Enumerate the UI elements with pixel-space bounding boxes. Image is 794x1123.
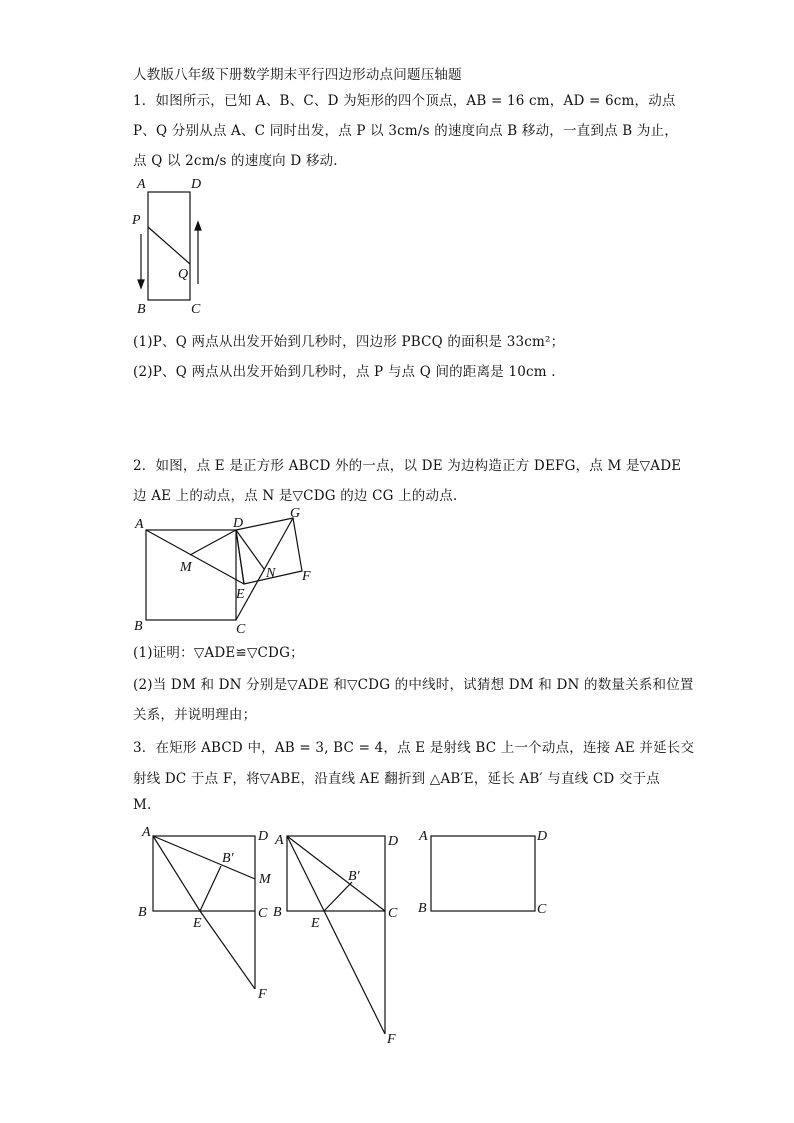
label-M: M <box>259 872 271 887</box>
label-D: D <box>537 829 548 844</box>
label-C: C <box>236 622 246 637</box>
segment-EBp <box>324 882 352 911</box>
label-B: B <box>137 302 146 317</box>
label-G: G <box>290 506 301 521</box>
segment-AF <box>287 836 385 1034</box>
label-E: E <box>236 587 245 602</box>
segment-DE <box>236 530 244 584</box>
figure-2-squares <box>130 504 330 637</box>
label-B: B <box>418 901 427 916</box>
problem1-question-1: (1)P、Q 两点从出发开始到几秒时，四边形 PBCQ 的面积是 33cm²； <box>133 334 565 350</box>
arrowhead-up <box>195 222 201 230</box>
label-C: C <box>388 906 398 921</box>
label-F: F <box>258 987 267 1002</box>
problem3-line-2: 射线 DC 于点 F，将▽ABE，沿直线 AE 翻折到 △AB′E，延长 AB′ 与直线 CD 交于点 <box>133 771 661 787</box>
rect-ABCD <box>153 836 255 911</box>
page-title: 人教版八年级下册数学期末平行四边形动点问题压轴题 <box>133 67 462 83</box>
label-D: D <box>258 829 269 844</box>
label-D: D <box>191 177 202 192</box>
label-D: D <box>388 834 399 849</box>
segment-AC <box>287 836 385 911</box>
label-C: C <box>258 906 268 921</box>
label-P: P <box>132 213 141 228</box>
label-C: C <box>191 302 201 317</box>
problem1-line-1: 1．如图所示，已知 A、B、C、D 为矩形的四个顶点，AB = 16 cm，AD = 6cm，动点 <box>133 93 676 109</box>
problem1-line-2: P、Q 分别从点 A、C 同时出发，点 P 以 3cm/s 的速度向点 B 移动，一直到点 B 为止， <box>133 123 678 139</box>
problem3-line-3: M. <box>133 797 152 813</box>
label-N: N <box>266 566 276 581</box>
problem2-line-2: 边 AE 上的动点，点 N 是▽CDG 的边 CG 上的动点. <box>133 488 458 504</box>
segment-EF <box>200 911 255 989</box>
problem2-question-1: (1)证明：▽ADE≌▽CDG； <box>133 645 304 661</box>
label-B: B <box>273 905 282 920</box>
figure-3a <box>138 824 278 1004</box>
label-E: E <box>193 916 202 931</box>
rect-ABCD <box>431 836 535 911</box>
square-ABCD <box>146 530 236 620</box>
problem2-line-1: 2．如图，点 E 是正方形 ABCD 外的一点，以 DE 为边构造正方 DEFG，点 M 是▽ADE <box>133 458 682 474</box>
label-A: A <box>142 825 151 840</box>
label-E: E <box>311 916 320 931</box>
problem1-line-3: 点 Q 以 2cm/s 的速度向 D 移动. <box>133 153 338 169</box>
label-Bprime: B′ <box>348 869 360 884</box>
label-A: A <box>137 177 146 192</box>
problem2-question-2-line-2: 关系，并说明理由； <box>133 707 257 723</box>
label-F: F <box>387 1032 396 1047</box>
label-A: A <box>135 517 144 532</box>
label-A: A <box>275 833 284 848</box>
arrowhead-down <box>138 280 144 288</box>
label-Q: Q <box>178 267 189 282</box>
segment-PQ <box>148 227 190 264</box>
figure-3b <box>272 824 412 1049</box>
problem3-line-1: 3．在矩形 ABCD 中，AB = 3, BC = 4，点 E 是射线 BC 上一个动点，连接 AE 并延长交 <box>133 740 695 756</box>
label-B: B <box>134 619 143 634</box>
label-Bprime: B′ <box>222 851 234 866</box>
figure-1-rectangle <box>125 172 245 322</box>
segment-DM <box>190 530 236 555</box>
segment-AE <box>153 836 200 911</box>
label-B: B <box>138 905 147 920</box>
problem2-question-2-line-1: (2)当 DM 和 DN 分别是▽ADE 和▽CDG 的中线时，试猜想 DM 和 DN 的数量关系和位置 <box>133 677 694 693</box>
segment-AE <box>146 530 244 584</box>
segment-EBp <box>200 866 221 911</box>
figure-3c <box>414 824 554 924</box>
label-D: D <box>233 516 244 531</box>
segment-AM <box>153 836 255 879</box>
label-A: A <box>419 829 428 844</box>
segment-CG <box>236 518 293 620</box>
segment-DN <box>236 530 264 569</box>
label-F: F <box>302 569 311 584</box>
label-C: C <box>537 902 547 917</box>
problem1-question-2: (2)P、Q 两点从出发开始到几秒时，点 P 与点 Q 间的距离是 10cm . <box>133 364 556 380</box>
label-M: M <box>180 560 192 575</box>
